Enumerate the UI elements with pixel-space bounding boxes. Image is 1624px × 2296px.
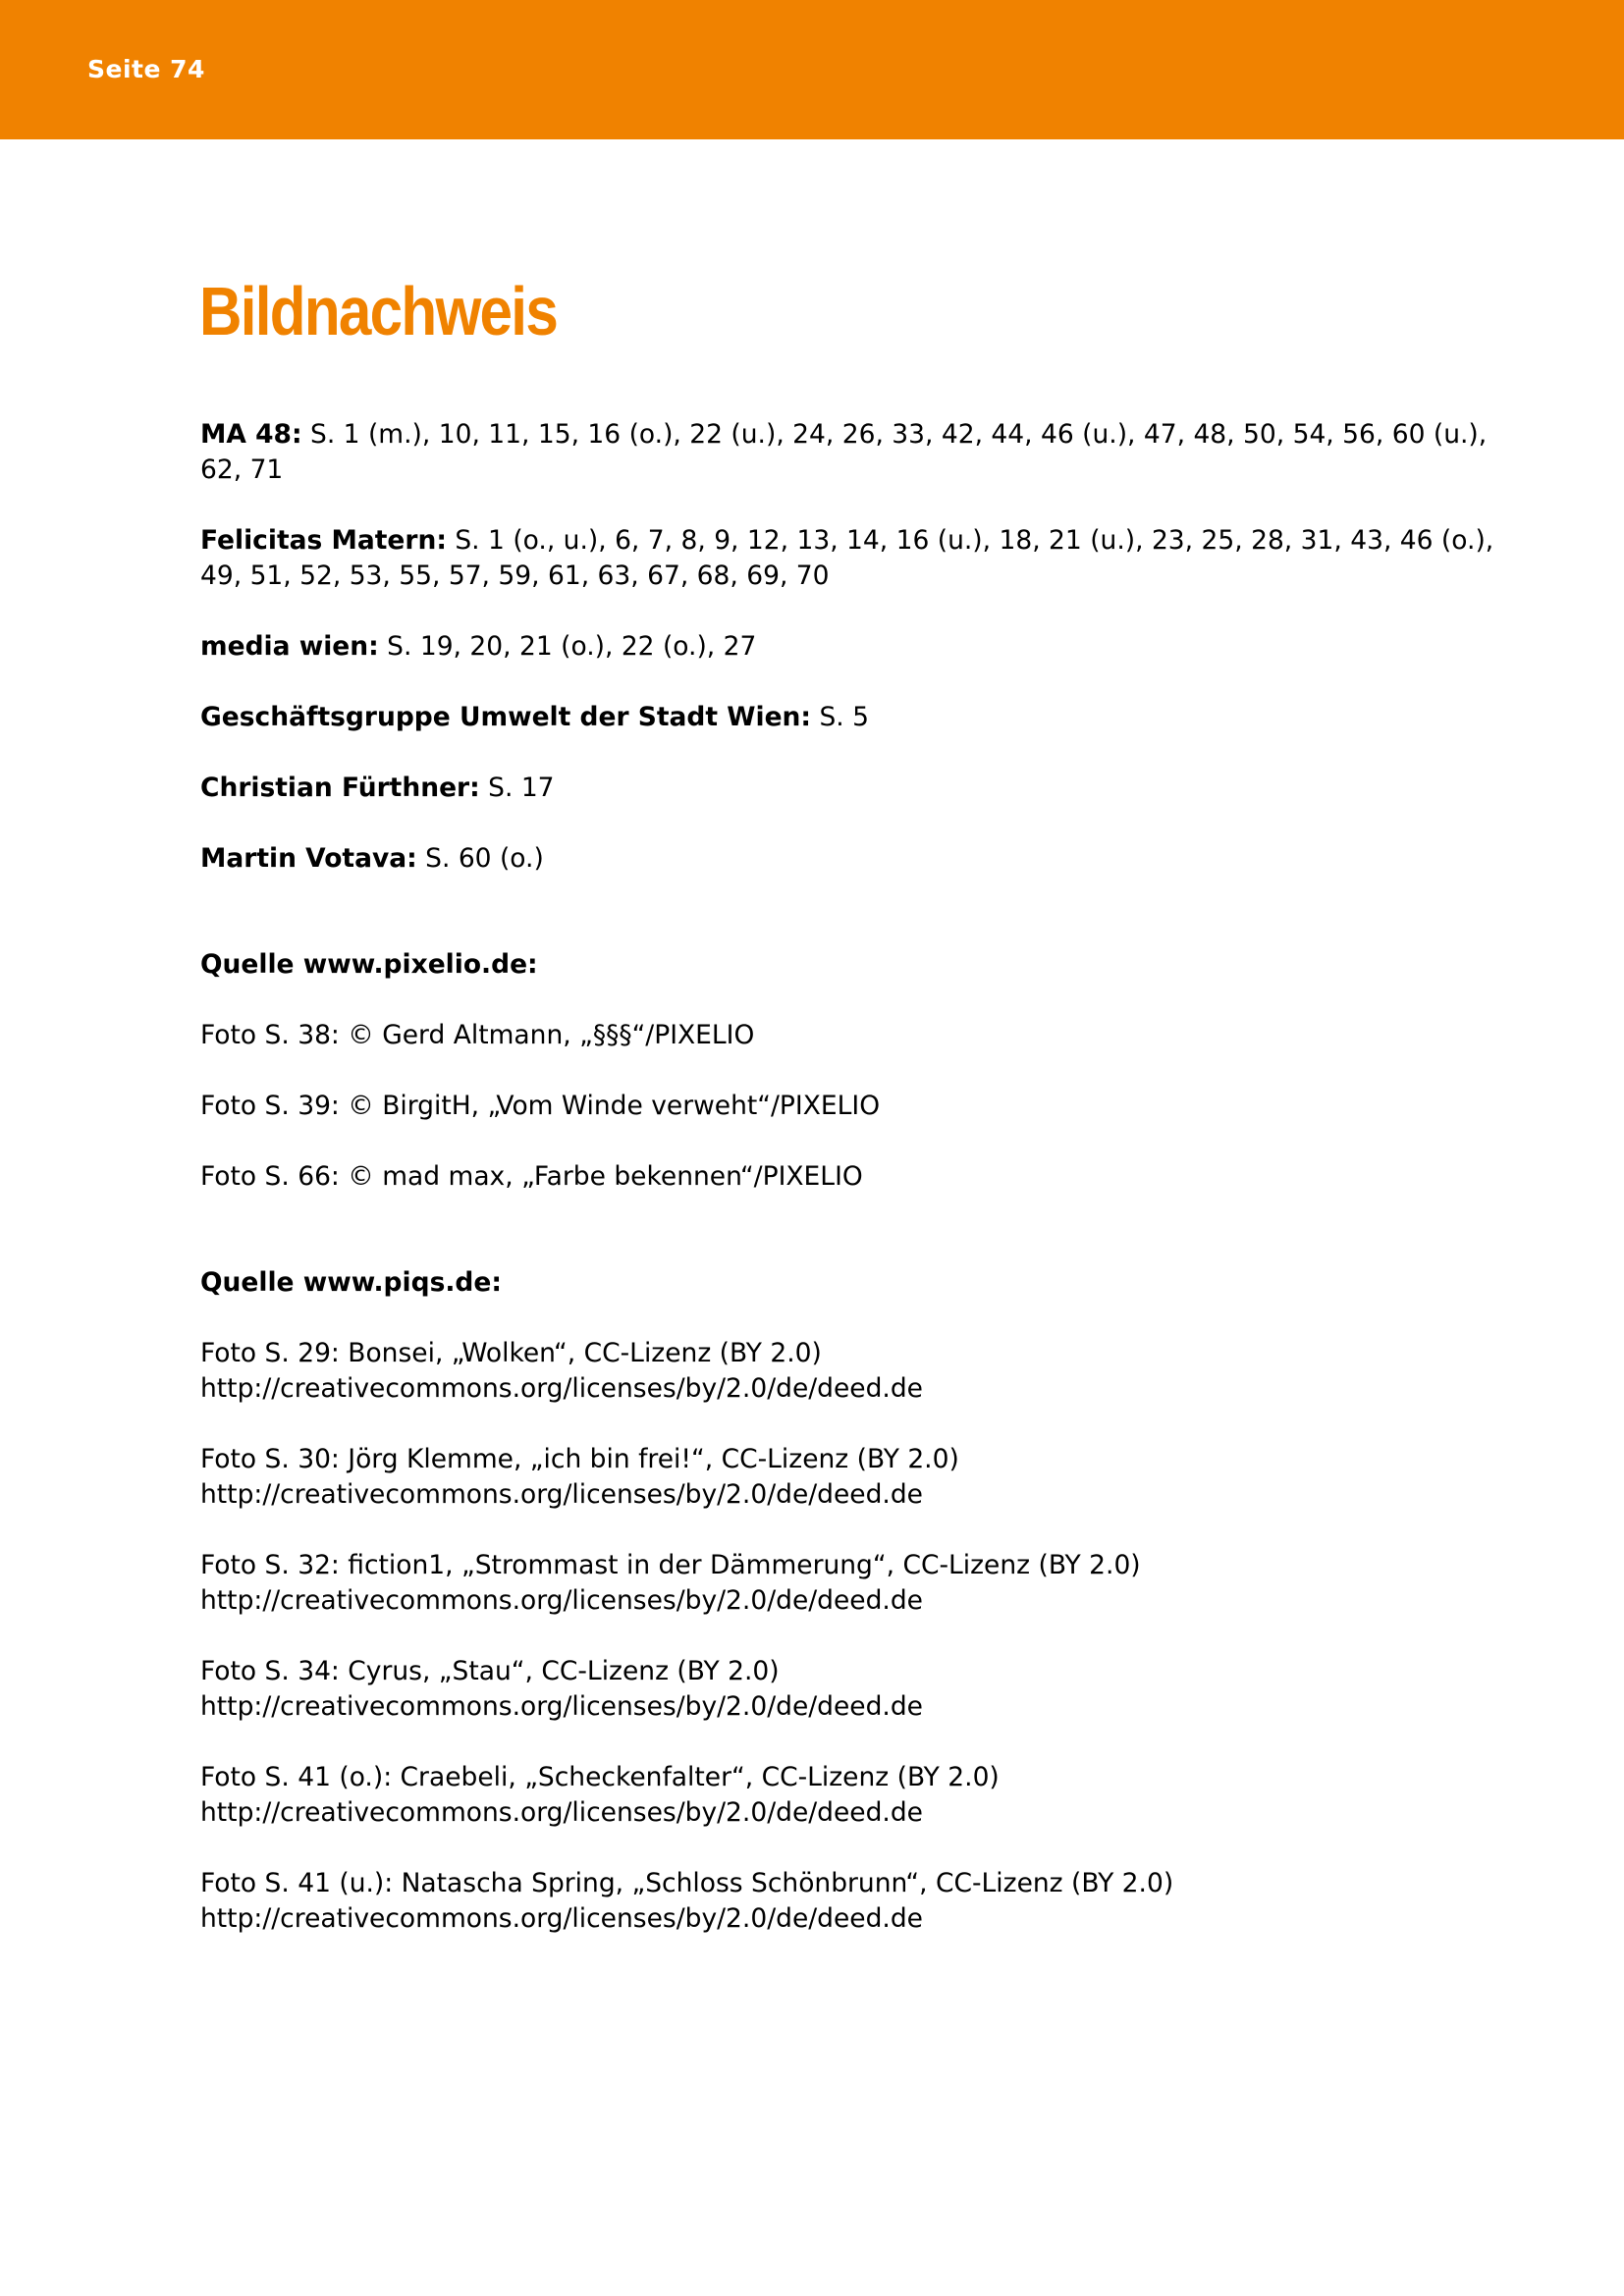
credit-entry xyxy=(200,629,1536,665)
credit-entry xyxy=(200,771,1536,806)
credit-pages: S. 1 (m.), 10, 11, 15, 16 (o.), 22 (u.), 24, 26, 33, 42, 44, 46 (u.), 47, 48, 50, 54, 56, 60 (u.), 62, 71 xyxy=(200,419,1488,485)
credit-entry xyxy=(200,700,1536,735)
credit-entry xyxy=(200,417,1536,488)
credit-entry xyxy=(200,841,1536,877)
piqs-heading: Quelle www.piqs.de: xyxy=(200,1267,502,1298)
page-title: Bildnachweis xyxy=(199,273,558,349)
credit-pages: S. 19, 20, 21 (o.), 22 (o.), 27 xyxy=(378,631,757,662)
credit-pages: S. 5 xyxy=(811,702,869,732)
photo-caption: Foto S. 29: Bonsei, „Wolken“, CC-Lizenz (BY 2.0) xyxy=(200,1338,822,1368)
license-link[interactable]: http://creativecommons.org/licenses/by/2.0/de/deed.de xyxy=(200,1691,923,1722)
photo-caption: Foto S. 30: Jörg Klemme, „ich bin frei!“, CC-Lizenz (BY 2.0) xyxy=(200,1444,959,1474)
credit-name: Martin Votava: xyxy=(200,843,417,874)
photo-credit: Foto S. 38: © Gerd Altmann, „§§§“/PIXELIO xyxy=(200,1020,755,1050)
credit-name: Christian Fürthner: xyxy=(200,773,480,803)
credit-pages: S. 60 (o.) xyxy=(416,843,544,874)
license-link[interactable]: http://creativecommons.org/licenses/by/2.0/de/deed.de xyxy=(200,1797,923,1828)
photo-credit xyxy=(200,1442,1536,1513)
credit-entry xyxy=(200,523,1536,594)
license-link[interactable]: http://creativecommons.org/licenses/by/2.0/de/deed.de xyxy=(200,1585,923,1616)
license-link[interactable]: http://creativecommons.org/licenses/by/2.0/de/deed.de xyxy=(200,1903,923,1934)
photo-credit: Foto S. 39: © BirgitH, „Vom Winde verweht“/PIXELIO xyxy=(200,1091,881,1121)
photo-credit xyxy=(200,1760,1536,1831)
photo-caption: Foto S. 32: fiction1, „Strommast in der Dämmerung“, CC-Lizenz (BY 2.0) xyxy=(200,1550,1141,1580)
photo-credit xyxy=(200,1866,1536,1937)
pixelio-heading: Quelle www.pixelio.de: xyxy=(200,949,538,980)
credits-content xyxy=(200,417,1536,1972)
credit-pages: S. 1 (o., u.), 6, 7, 8, 9, 12, 13, 14, 16 (u.), 18, 21 (u.), 23, 25, 28, 31, 43, 46 (o.), 49, 51, 52, 53, 55, 57, 59, 61, 63, 67, 68, 69, 70 xyxy=(200,525,1494,591)
photo-credit xyxy=(200,1336,1536,1407)
credit-name: media wien: xyxy=(200,631,379,662)
header-band xyxy=(0,0,1624,139)
credit-name: MA 48: xyxy=(200,419,302,450)
license-link[interactable]: http://creativecommons.org/licenses/by/2.0/de/deed.de xyxy=(200,1479,923,1510)
credit-name: Geschäftsgruppe Umwelt der Stadt Wien: xyxy=(200,702,812,732)
photo-credit: Foto S. 66: © mad max, „Farbe bekennen“/PIXELIO xyxy=(200,1161,863,1192)
credit-name: Felicitas Matern: xyxy=(200,525,447,556)
credit-pages: S. 17 xyxy=(479,773,555,803)
photo-credit xyxy=(200,1654,1536,1725)
photo-caption: Foto S. 41 (u.): Natascha Spring, „Schloss Schönbrunn“, CC-Lizenz (BY 2.0) xyxy=(200,1868,1174,1898)
photo-caption: Foto S. 41 (o.): Craebeli, „Scheckenfalter“, CC-Lizenz (BY 2.0) xyxy=(200,1762,1000,1792)
page-number: Seite 74 xyxy=(87,55,205,83)
license-link[interactable]: http://creativecommons.org/licenses/by/2.0/de/deed.de xyxy=(200,1373,923,1404)
photo-credit xyxy=(200,1548,1536,1619)
photo-caption: Foto S. 34: Cyrus, „Stau“, CC-Lizenz (BY 2.0) xyxy=(200,1656,780,1686)
